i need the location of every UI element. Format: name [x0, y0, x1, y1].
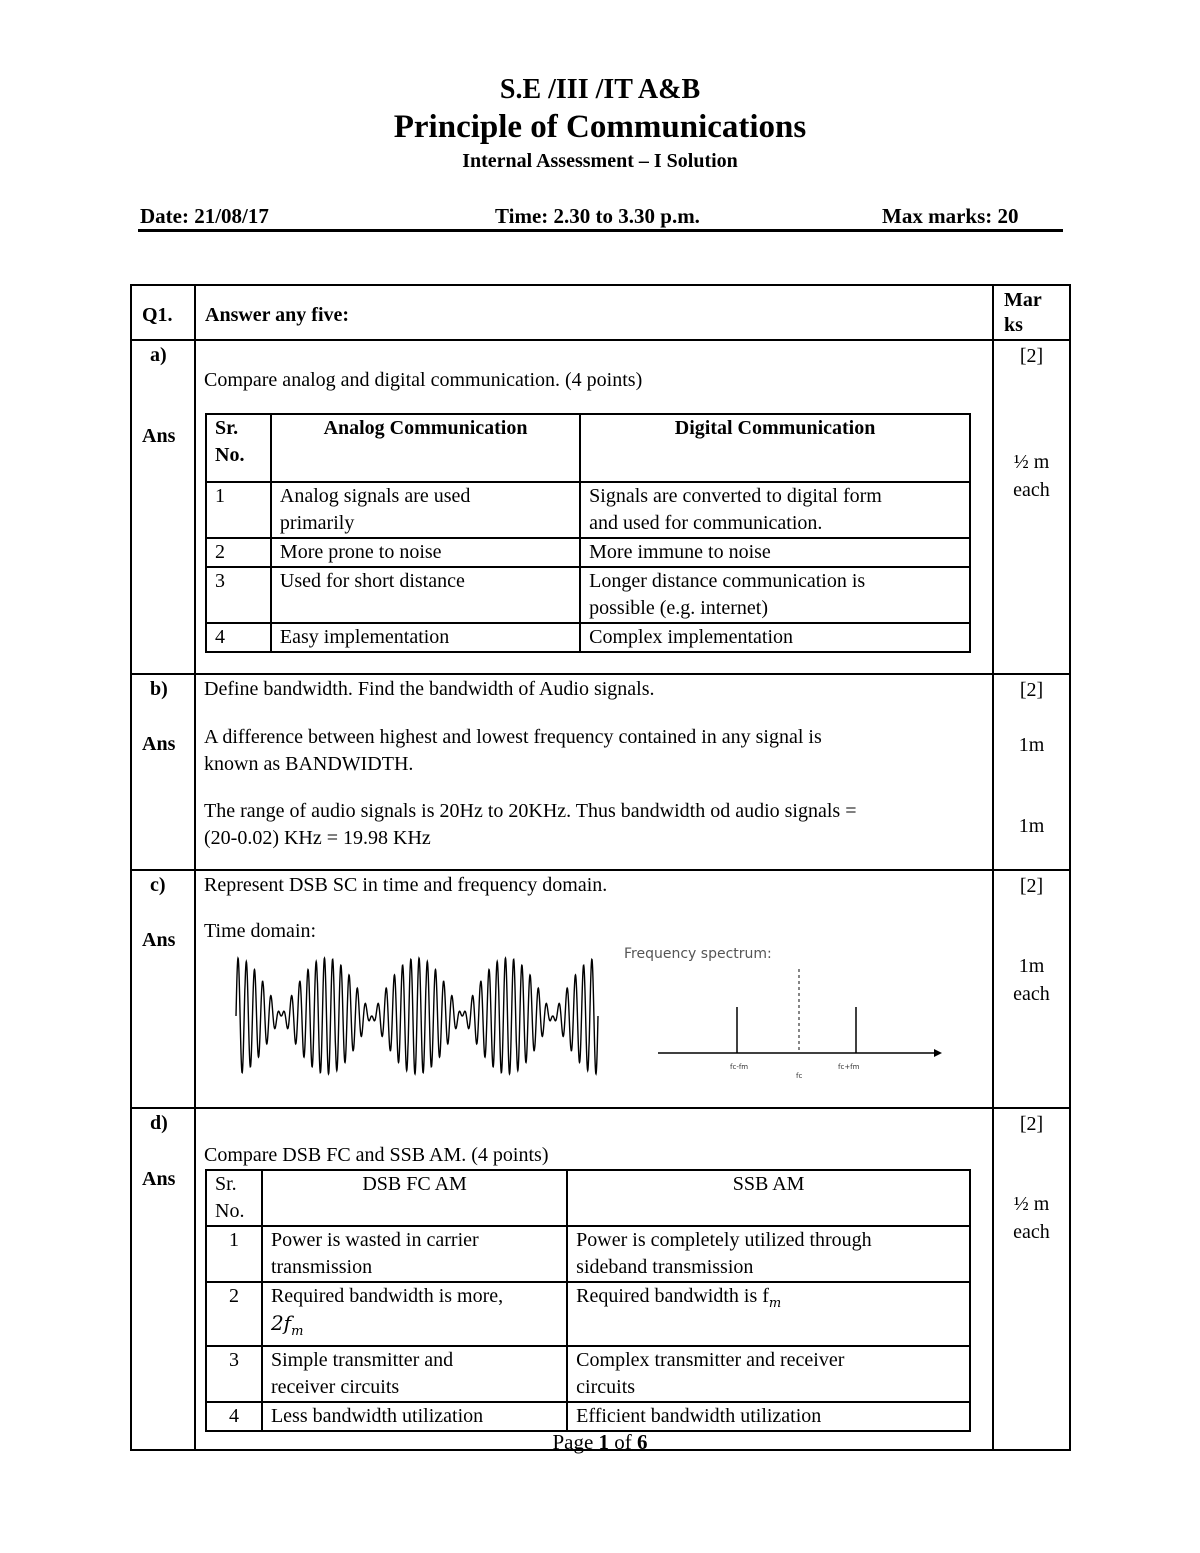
frequency-spectrum [650, 965, 950, 1085]
digital-header: Digital Communication [580, 414, 970, 482]
cell-text: circuits [576, 1376, 636, 1398]
question-c-marks-note: 1m [1018, 955, 1045, 977]
question-b-text: Define bandwidth. Find the bandwidth of Audio signals. [204, 678, 655, 700]
table-header-row [206, 414, 970, 482]
axis-arrow-icon [934, 1049, 942, 1057]
frequency-spectrum-title: Frequency spectrum: [624, 946, 772, 962]
ssb-cell [567, 1346, 970, 1402]
answer-b-line: The range of audio signals is 20Hz to 20KHz. Thus bandwidth od audio signals = [204, 800, 857, 822]
cell-text: possible (e.g. internet) [589, 597, 768, 619]
waveform-line [236, 958, 598, 1074]
header-rule [138, 229, 1063, 232]
exam-time: Time: 2.30 to 3.30 p.m. [495, 204, 700, 228]
question-c-marks: [2] [1019, 875, 1044, 897]
question-d-marks-note: each [1013, 1221, 1050, 1243]
cell-text: Complex transmitter and receiver [576, 1349, 845, 1371]
cell-text: Required bandwidth is f [576, 1285, 769, 1307]
sr-cell: 2 [206, 538, 271, 567]
cell-text: Analog signals are used [279, 485, 471, 507]
analog-cell: More prone to noise [271, 538, 580, 567]
table-row [206, 1346, 970, 1402]
question-a-text: Compare analog and digital communication. (4 points) [204, 369, 643, 391]
cell-text: Signals are converted to digital form [589, 485, 882, 507]
document-title: Principle of Communications [393, 109, 807, 145]
ssb-header: SSB AM [567, 1170, 970, 1226]
column-divider-left [194, 284, 196, 1451]
cell-text: receiver circuits [270, 1376, 400, 1398]
cell-text: Simple transmitter and [270, 1349, 454, 1371]
marks-header-2: ks [1004, 314, 1023, 336]
instruction: Answer any five: [205, 304, 350, 326]
question-b-label: b) [150, 678, 168, 700]
table-row [206, 1402, 970, 1431]
sr-header-1: Sr. [215, 1173, 237, 1195]
sr-cell: 4 [206, 1402, 262, 1431]
dsb-cell [262, 1346, 567, 1402]
cell-text: Power is wasted in carrier [270, 1229, 479, 1251]
answer-b-label: Ans [142, 733, 176, 755]
dsb-cell [262, 1282, 567, 1346]
course-code: S.E /III /IT A&B [499, 74, 701, 105]
answer-c-label: Ans [142, 929, 176, 951]
math-subscript: m [768, 1296, 782, 1311]
row-divider [130, 673, 1071, 675]
cell-text: primarily [279, 512, 355, 534]
analog-header: Analog Communication [271, 414, 580, 482]
analog-cell [271, 482, 580, 538]
answer-b-marks-2: 1m [1018, 815, 1045, 837]
carrier-label: fc [796, 1072, 803, 1080]
sr-cell: 2 [206, 1282, 262, 1346]
page-total: 6 [637, 1430, 648, 1454]
digital-cell [580, 482, 970, 538]
cell-text: Power is completely utilized through [576, 1229, 872, 1251]
table-row [206, 538, 970, 567]
digital-cell: More immune to noise [580, 538, 970, 567]
question-b-marks: [2] [1019, 679, 1044, 701]
page-prefix: Page [552, 1430, 599, 1454]
question-d-label: d) [150, 1112, 168, 1134]
ssb-cell: Efficient bandwidth utilization [567, 1402, 970, 1431]
time-domain-label: Time domain: [204, 920, 317, 942]
table-row [206, 567, 970, 623]
ssb-cell [567, 1282, 970, 1346]
ssb-cell [567, 1226, 970, 1282]
cell-text: transmission [270, 1256, 373, 1278]
max-marks: Max marks: 20 [882, 204, 1019, 228]
cell-text: sideband transmission [576, 1256, 754, 1278]
sr-cell: 1 [206, 482, 271, 538]
digital-cell: Complex implementation [580, 623, 970, 652]
question-d-marks-note: ½ m [1013, 1193, 1050, 1215]
analog-cell: Used for short distance [271, 567, 580, 623]
answer-b-line: (20-0.02) KHz = 19.98 KHz [204, 827, 431, 849]
question-a-marks-note: each [1013, 479, 1050, 501]
analog-digital-table [205, 413, 971, 653]
question-number: Q1. [142, 304, 173, 326]
analog-cell: Easy implementation [271, 623, 580, 652]
exam-date: Date: 21/08/17 [140, 204, 269, 228]
question-a-label: a) [150, 344, 167, 366]
question-c-marks-note: each [1013, 983, 1050, 1005]
question-c-label: c) [150, 874, 166, 896]
answer-a-label: Ans [142, 425, 176, 447]
page-number [0, 1430, 1200, 1455]
page-mid: of [609, 1430, 638, 1454]
question-a-marks-note: ½ m [1013, 451, 1050, 473]
table-header-row [206, 1170, 970, 1226]
sr-header-1: Sr. [215, 417, 239, 439]
table-row [206, 1282, 970, 1346]
answer-b-line: A difference between highest and lowest frequency contained in any signal is [204, 726, 822, 748]
answer-b-line: known as BANDWIDTH. [204, 753, 414, 775]
question-a-marks: [2] [1019, 345, 1044, 367]
dsb-sc-waveform [234, 950, 600, 1082]
row-divider [130, 869, 1071, 871]
question-d-text: Compare DSB FC and SSB AM. (4 points) [204, 1144, 549, 1166]
cell-text: Longer distance communication is [589, 570, 866, 592]
sr-cell: 3 [206, 1346, 262, 1402]
sr-cell: 1 [206, 1226, 262, 1282]
cell-text: Required bandwidth is more, [270, 1285, 504, 1307]
sr-header [206, 1170, 262, 1226]
table-row [206, 623, 970, 652]
table-row [206, 1226, 970, 1282]
sr-cell: 4 [206, 623, 271, 652]
digital-cell [580, 567, 970, 623]
dsb-cell [262, 1226, 567, 1282]
sr-header-2: No. [215, 444, 245, 466]
document-subtitle: Internal Assessment – I Solution [462, 150, 738, 172]
page-current: 1 [598, 1430, 610, 1454]
sr-header [206, 414, 271, 482]
math-subscript: m [291, 1324, 304, 1339]
marks-header-1: Mar [1004, 289, 1042, 311]
math-2fm: 2f [270, 1311, 292, 1335]
answer-b-marks-1: 1m [1018, 734, 1045, 756]
sr-header-2: No. [215, 1200, 245, 1222]
dsb-cell: Less bandwidth utilization [262, 1402, 567, 1431]
sr-cell: 3 [206, 567, 271, 623]
dsb-ssb-table [205, 1169, 971, 1432]
table-row [206, 482, 970, 538]
dsb-header: DSB FC AM [262, 1170, 567, 1226]
row-divider [130, 1107, 1071, 1109]
answer-d-label: Ans [142, 1168, 176, 1190]
question-c-text: Represent DSB SC in time and frequency domain. [204, 874, 608, 896]
upper-sideband-label: fc+fm [838, 1063, 860, 1071]
question-d-marks: [2] [1019, 1113, 1044, 1135]
row-divider [130, 339, 1071, 341]
lower-sideband-label: fc-fm [730, 1063, 749, 1071]
cell-text: and used for communication. [589, 512, 823, 534]
